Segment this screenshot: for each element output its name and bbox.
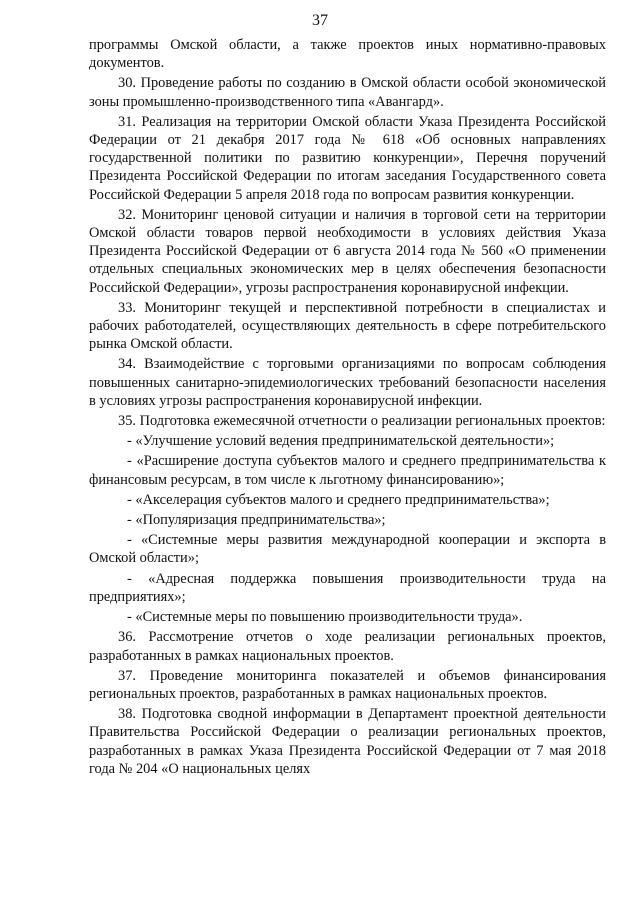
document-body: [89, 36, 606, 780]
list-item-financial-access: - «Расширение доступа субъектов малого и среднего предпринимательства к финансовым ресурсам, в том числе к льготному финансированию»;: [89, 453, 606, 488]
list-item-productivity-measures: - «Системные меры по повышению производительности труда».: [127, 609, 523, 626]
list-item-business-conditions: - «Улучшение условий ведения предпринимательской деятельности»;: [127, 433, 555, 450]
paragraph-32: 32. Мониторинг ценовой ситуации и наличия в торговой сети на территории Омской области товаров первой необходимости в условиях действия Указа Президента Российской Федерации от 6 августа 2014 года № 560 «О применении отдельных специальных экономических мер в целях обеспечения безопасности Российской Федерации», угрозы распространения коронавирусной инфекции.: [89, 206, 606, 296]
list-item-targeted-support: - «Адресная поддержка повышения производительности труда на предприятиях»;: [89, 570, 606, 605]
paragraph-37: 37. Проведение мониторинга показателей и объемов финансирования региональных проектов, разработанных в рамках национальных проектов.: [89, 667, 606, 702]
paragraph-35: 35. Подготовка ежемесячной отчетности о реализации региональных проектов:: [118, 413, 606, 430]
list-item-popularization: - «Популяризация предпринимательства»;: [127, 512, 386, 529]
paragraph-34: 34. Взаимодействие с торговыми организациями по вопросам соблюдения повышенных санитарно-эпидемиологических требований безопасности населения в условиях угрозы распространения коронавирусной инфекции.: [89, 356, 606, 409]
list-item-export-cooperation: - «Системные меры развития международной кооперации и экспорта в Омской области»;: [89, 532, 606, 567]
paragraph-38: 38. Подготовка сводной информации в Департамент проектной деятельности Правительства Российской Федерации о реализации региональных проектов, разработанных в рамках Указа Президента Российской Федерации от 7 мая 2018 года № 204 «О национальных целях: [89, 706, 606, 777]
paragraph-30: 30. Проведение работы по созданию в Омской области особой экономической зоны промышленно-производственного типа «Авангард».: [89, 75, 606, 110]
page-number: 37: [312, 12, 328, 29]
paragraph-36: 36. Рассмотрение отчетов о ходе реализации региональных проектов, разработанных в рамках национальных проектов.: [89, 629, 606, 664]
paragraph-33: 33. Мониторинг текущей и перспективной потребности в специалистах и рабочих работодателей, осуществляющих деятельность в сфере потребительского рынка Омской области.: [89, 299, 606, 353]
paragraph-continuation: программы Омской области, а также проектов иных нормативно-правовых документов.: [89, 37, 606, 72]
list-item-acceleration: - «Акселерация субъектов малого и среднего предпринимательства»;: [127, 491, 550, 508]
paragraph-31: 31. Реализация на территории Омской области Указа Президента Российской Федерации от 21 декабря 2017 года № 618 «Об основных направлениях государственной политики по развитию конкуренции», Перечня поручений Президента Российской Федерации по итогам заседания Государственного совета Российской Федерации 5 апреля 2018 года по вопросам развития конкуренции.: [89, 113, 606, 203]
